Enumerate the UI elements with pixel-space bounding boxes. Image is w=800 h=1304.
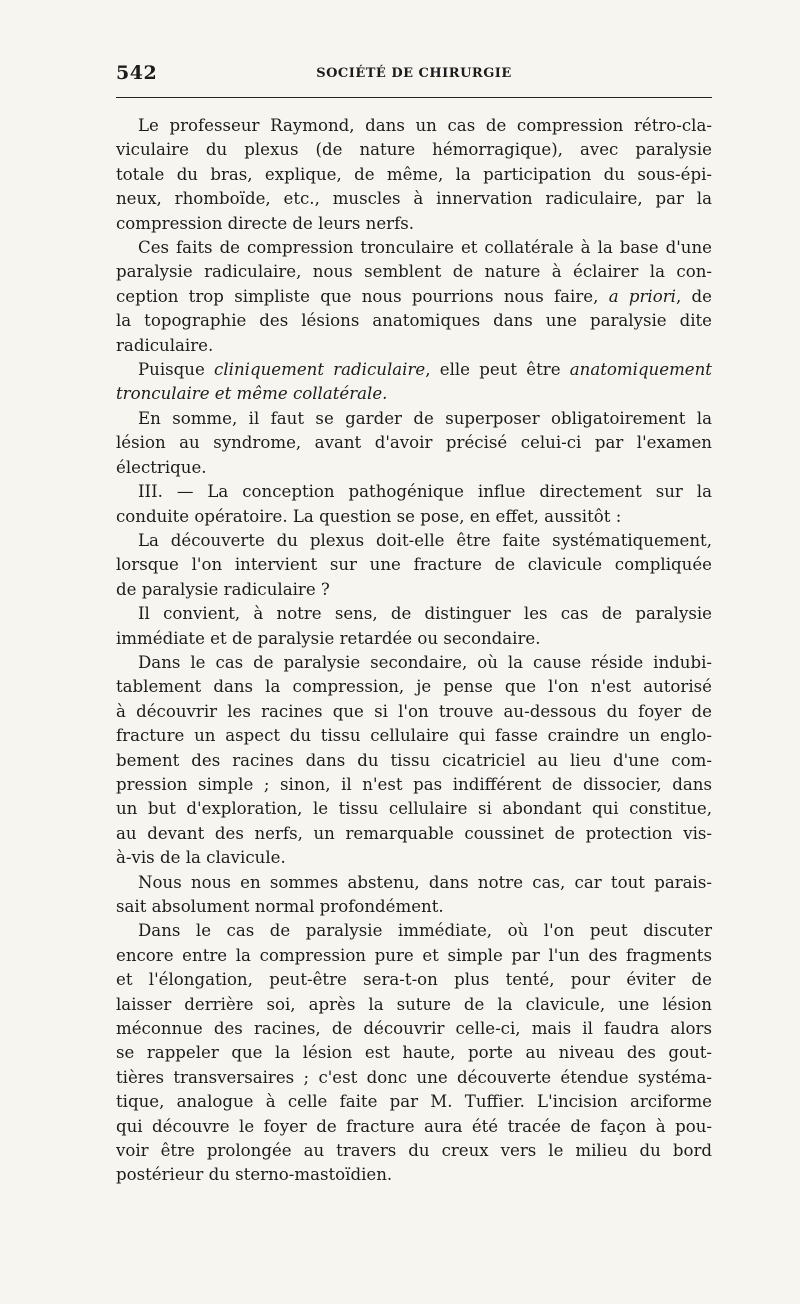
text-line: Le professeur Raymond, dans un cas de compression rétro-cla- xyxy=(138,116,712,135)
header-rule xyxy=(116,97,712,98)
text-line: viculaire du plexus (de nature hémorragique), avec paralysie xyxy=(116,140,712,160)
text-line: de paralysie radiculaire ? xyxy=(116,579,330,599)
body-text xyxy=(116,114,712,1188)
text-line: électrique. xyxy=(116,457,207,477)
text-line: lorsque l'on intervient sur une fracture de clavicule compliquée xyxy=(116,555,712,575)
text-line: Ces faits de compression tronculaire et collatérale à la base d'une xyxy=(138,238,712,258)
text-line: lésion au syndrome, avant d'avoir précisé celui-ci par l'examen xyxy=(116,433,712,453)
page-number: 542 xyxy=(116,62,158,84)
text-line: bement des racines dans du tissu cicatriciel au lieu d'une com- xyxy=(116,750,712,770)
text-line: Puisque cliniquement radiculaire, elle peut être anatomiquement xyxy=(138,360,712,380)
text-line: pression simple ; sinon, il n'est pas indifférent de dissocier, dans xyxy=(116,774,712,794)
text-line: et l'élongation, peut-être sera-t-on plus tenté, pour éviter de xyxy=(116,970,712,990)
text-line: La découverte du plexus doit-elle être faite systématiquement, xyxy=(138,530,712,550)
text-line: au devant des nerfs, un remarquable coussinet de protection vis- xyxy=(116,823,712,843)
running-head: SOCIÉTÉ DE CHIRURGIE xyxy=(316,66,512,81)
text-line: totale du bras, explique, de même, la participation du sous-épi- xyxy=(116,164,712,184)
text-line: tablement dans la compression, je pense que l'on n'est autorisé xyxy=(116,677,712,697)
text-line: sait absolument normal profondément. xyxy=(116,897,444,916)
text-line: un but d'exploration, le tissu cellulaire si abondant qui constitue, xyxy=(116,799,712,819)
text-line: la topographie des lésions anatomiques dans une paralysie dite xyxy=(116,311,712,331)
text-line: ception trop simpliste que nous pourrions nous faire, a priori, de xyxy=(116,286,712,306)
text-line: radiculaire. xyxy=(116,335,214,355)
text-line: fracture un aspect du tissu cellulaire qui fasse craindre un englo- xyxy=(116,726,712,746)
text-line: Il convient, à notre sens, de distinguer les cas de paralysie xyxy=(138,604,712,624)
text-line: Dans le cas de paralysie immédiate, où l'on peut discuter xyxy=(138,921,712,941)
text-line: tières transversaires ; c'est donc une découverte étendue systéma- xyxy=(116,1067,712,1087)
text-line: tique, analogue à celle faite par M. Tuffier. L'incision arciforme xyxy=(116,1092,712,1112)
text-line: III. — La conception pathogénique influe directement sur la xyxy=(138,482,712,502)
page-header xyxy=(116,62,712,86)
text-line: Nous nous en sommes abstenu, dans notre cas, car tout parais- xyxy=(138,872,712,892)
text-line: En somme, il faut se garder de superposer obligatoirement la xyxy=(138,408,712,428)
text-line: voir être prolongée au travers du creux vers le milieu du bord xyxy=(116,1141,712,1161)
text-line: compression directe de leurs nerfs. xyxy=(116,213,415,233)
text-line: se rappeler que la lésion est haute, porte au niveau des gout- xyxy=(116,1043,712,1063)
text-line: immédiate et de paralysie retardée ou secondaire. xyxy=(116,628,541,648)
text-line: méconnue des racines, de découvrir celle-ci, mais il faudra alors xyxy=(116,1019,712,1039)
text-line: à découvrir les racines que si l'on trouve au-dessous du foyer de xyxy=(116,701,712,721)
text-line: encore entre la compression pure et simple par l'un des fragments xyxy=(116,945,712,965)
text-line: paralysie radiculaire, nous semblent de nature à éclairer la con- xyxy=(116,262,712,282)
text-line: postérieur du sterno-mastoïdien. xyxy=(116,1165,393,1185)
text-line: tronculaire et même collatérale. xyxy=(116,384,388,404)
text-line: conduite opératoire. La question se pose, en effet, aussitôt : xyxy=(116,506,622,526)
text-line: Dans le cas de paralysie secondaire, où la cause réside indubi- xyxy=(138,652,712,672)
text-line: qui découvre le foyer de fracture aura été tracée de façon à pou- xyxy=(116,1116,712,1136)
text-line: laisser derrière soi, après la suture de la clavicule, une lésion xyxy=(116,994,712,1014)
text-line: à-vis de la clavicule. xyxy=(116,848,286,868)
text-line: neux, rhomboïde, etc., muscles à innervation radiculaire, par la xyxy=(116,189,712,209)
